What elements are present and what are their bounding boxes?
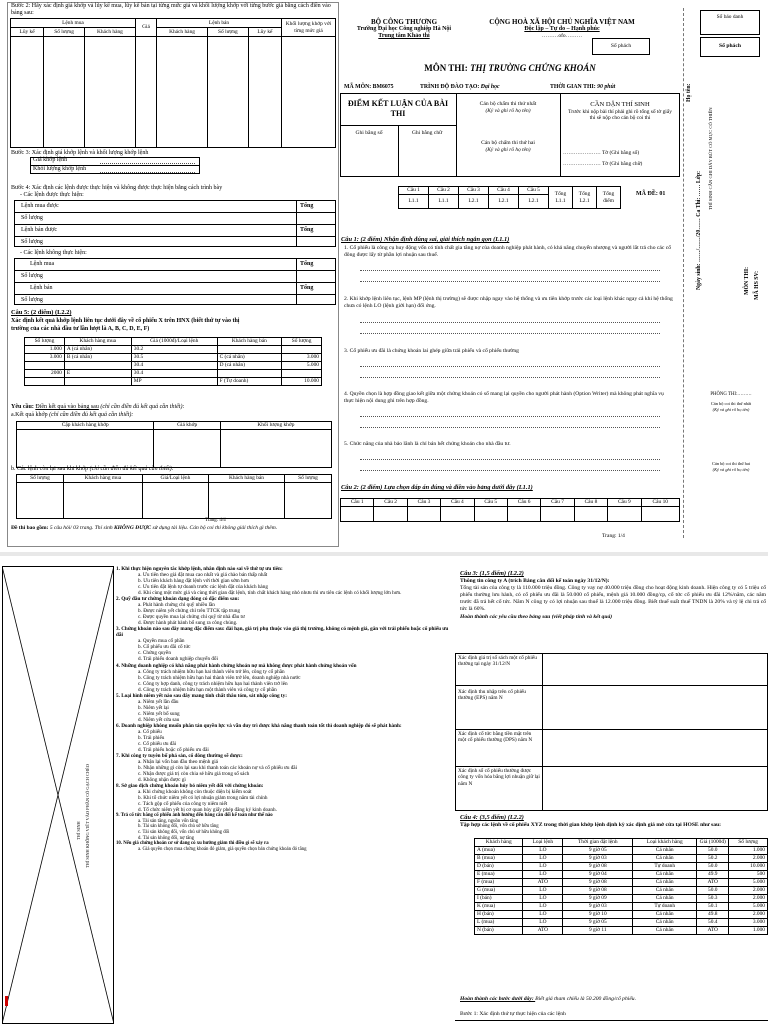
book-head-price: Giá	[135, 19, 156, 37]
book-sub-client-sell: Khách hàng	[157, 28, 208, 37]
candidate-name: Họ tên:	[686, 83, 692, 102]
proctor-1-note: (Ký và ghi rõ họ tên)	[712, 407, 750, 412]
no-write-notice-1: THÍ SINH	[76, 821, 81, 840]
notdone-title: - Các lệnh không thực hiện:	[20, 250, 87, 256]
q4-requirement: Hoàn thành các bước dưới đây: Biết giá tham chiếu là 50.200 đồng/cổ phiếu.	[460, 996, 636, 1002]
q1-answer-line[interactable]	[360, 281, 660, 282]
table-row: L (mua) LO 9 giờ 05 Cá nhân 50.4 3.000	[475, 919, 768, 927]
grader-2: Cán bộ chấm thi thứ hai	[481, 140, 535, 146]
q5-requirement: Yêu cầu: Điền kết quả vào bảng sau (chỉ cần điền đủ kết quả cần thiết):	[11, 404, 185, 410]
q1-answer-line[interactable]	[360, 270, 660, 271]
q1-item-4: 4. Quyền chọn là hợp đồng giao kết giữa một chứng khoán có số mang lại quyền cho người phát hành (Option Writer) mà không phát nghĩa vụ thực hiện nội dung ghi trên hợp đồng.	[344, 391, 664, 404]
cut-line	[683, 8, 684, 538]
match-price-label: Giá khớp lệnh	[33, 157, 68, 163]
proctor-2-note: (Ký và ghi rõ họ tên)	[712, 467, 750, 472]
q1-answer-line[interactable]	[360, 459, 660, 460]
result-head-pair: Cặp khách hàng khớp	[17, 422, 154, 430]
table-row: I (bán) LO 9 giờ 09 Cá nhân 50.3 2.000	[475, 895, 768, 903]
mc-question: 7. Khi công ty tuyên bố phá sản, cổ đông thường sẽ được: a. Nhận lại vốn ban đầu theo mệnh giá b. Nhận những gì còn lại sau khi thanh toán các khoản nợ và cổ phiếu ưu đãi c. Nhận được giá trị còn chia sẻ hữu giá trong số sách d. Không nhận được gì	[116, 752, 298, 784]
done-row-sell: Lệnh bán được	[21, 227, 58, 233]
university: Trường Đại học Công nghiệp Hà Nội	[356, 26, 452, 32]
q3-row-4: Xác định số cổ phiếu thường được công ty vốn hóa bằng lợi nhuận giữ lại năm N	[458, 768, 540, 787]
final-score-label: ĐIỂM KẾT LUẬN CỦA BÀI THI	[347, 99, 449, 118]
result-head-qty: Khối lượng khớp	[220, 422, 331, 430]
table-row: A (mua) LO 9 giờ 05 Cá nhân 50.0 1.000	[475, 847, 768, 855]
q1-item-3: 3. Cổ phiếu ưu đãi là chứng khoán lai ghép giữa trái phiếu và cổ phiếu thường	[344, 348, 519, 354]
exam-center: Trung tâm Khảo thí	[378, 33, 430, 39]
q1-answer-line[interactable]	[360, 333, 660, 334]
table-row: F (mua) ATO 9 giờ 08 Cá nhân ATO 5.000	[475, 879, 768, 887]
q3-section	[460, 570, 766, 621]
done-title: - Các lệnh được thực hiện:	[20, 192, 84, 198]
q5-remain-table	[16, 474, 332, 519]
step3-text: Bước 3: Xác định giá khớp lệnh và khối lượng khớp lệnh	[11, 150, 149, 156]
match-qty-label: Khối lượng khớp lệnh	[33, 166, 87, 172]
side-secret-label: Số phách	[719, 43, 741, 49]
q1-answer-line[interactable]	[360, 377, 660, 378]
candidate-id: MÃ HS SV:	[754, 270, 760, 300]
result-head-price: Giá khớp	[154, 422, 220, 430]
q5-text-1: Xác định kết quả khớp lệnh liên tục dưới đây về cổ phiếu X trên HNX (biết thứ tự vào thị	[11, 318, 240, 324]
table-row: MP F (Tự doanh) 10.000	[25, 378, 322, 386]
table-row: 2000 E 30.4	[25, 370, 322, 378]
q5-text-2: trường của các nhà đầu tư lần lượt là A, B, C, D, E, F)	[11, 326, 150, 332]
q4-order-table: Khách hàng Loại lệnh Thời gian đặt lệnh Loại khách hàng Giá (1000đ) Số lượng A (mua) LO 9 giờ 05 Cá nhân 50.0 1.000 B (mua) LO 9 giờ 03 Cá nhân 50.2 2.000 D (bán) LO 9 giờ 08 Tự doanh 50.0 10.000 E (mua) LO 9 giờ 04 Cá nhân 49.9 500 F (mua) ATO 9 giờ 08 Cá nhân ATO 5.000 G (mua) LO 9 giờ 08 Cá nhân 50.0 2.000 I (bán) LO 9 giờ 09 Cá nhân 50.3 2.000 K (mua) LO 9 giờ 03 Tự doanh 50.1 5.000 H (bán) LO 9 giờ 10 Cá nhân 49.8 2.000 L (mua) LO 9 giờ 05 Cá nhân 50.4 3.000 N (bán) ATO 9 giờ 11 Cá nhân ATO 1.000	[474, 838, 768, 935]
mc-question: 4. Những doanh nghiệp có khả năng phát hành chứng khoán nợ mà không được phát hành chứng khoán vốn a. Công ty trách nhiệm hữu hạn hai thành viên trở lên, công ty cổ phần b. Công ty trách nhiệm hữu hạn hai thành viên trở lên, doanh nghiệp nhà nước c. Công ty hợp danh, công ty trách nhiệm hữu hạn hai thành viên trở lên d. Công ty trách nhiệm hữu hạn một thành viên và công ty cổ phần	[116, 662, 357, 693]
remain-head: Số lượng	[285, 475, 332, 483]
q5-head: Khách hàng bán	[217, 338, 282, 346]
q1-title: Câu 1: (2 điểm) Nhận định đúng sai, giải thích ngắn gọn (L1.1)	[341, 236, 510, 243]
q1-answer-line[interactable]	[360, 427, 660, 428]
book-sub-qty-sell: Số lượng	[208, 28, 249, 37]
table-row: B (mua) LO 9 giờ 03 Cá nhân 50.2 2.000	[475, 855, 768, 863]
proctor-2: Cán bộ coi thi thứ hai	[711, 461, 751, 466]
table-row: 30.4 D (cá nhân) 5.000	[25, 362, 322, 370]
done-row-qty1: Số lượng	[21, 215, 43, 221]
table-row: G (mua) LO 9 giờ 08 Cá nhân 50.0 2.000	[475, 887, 768, 895]
q1-answer-line[interactable]	[360, 470, 660, 471]
q5-title: Câu 5: (2 điểm) (L2.2)	[11, 309, 72, 316]
mc-question: 5. Loại hình niêm yết nào sau đây mang tính chất thâu tóm, sát nhập công ty: a. Niêm yết lần đầu b. Niêm yết lại c. Niêm yết bổ sung d. Niêm yết cửa sau	[116, 692, 287, 723]
notdone-row-qty2: Số lượng	[21, 297, 43, 303]
score-grid: Câu 1 Câu 2 Câu 3 Câu 4 Câu 5 Tổng L1.1 Tổng L2.1 Tổng điểm L1.1 L1.1 L2.1 L2.1 L2.1	[398, 186, 621, 209]
sheets-digits: ………………… Tờ (Ghi bằng số)	[563, 150, 640, 156]
mc-question: 1. Khi thực hiện nguyên tắc khớp lệnh, nhân định nào sai về thứ tự ưu tiên: a. Ưu tiên theo giá đặt mua cao nhất và giá chào bán thấp nhất b. Ưu tiên khách hàng đặt lệnh với thời gian sớm hơn c. Ưu tiên đặt lệnh tự doanh trước các lệnh đặt của khách hàng d. Khi cùng một mức giá và cùng thời gian đặt lệnh, tính chất khách hàng nhỏ nhưu thì ưu tiên các lệnh có khối lượng lớn hơn.	[116, 566, 402, 597]
republic: CỘNG HOÀ XÃ HỘI CHỦ NGHĨA VIỆT NAM	[489, 18, 635, 26]
secret-number-label: Số phách	[610, 43, 632, 49]
candidate-notice-title: CẦN DẶN THÍ SINH	[590, 101, 650, 108]
q5-req-a: a.Kết quả khớp (chỉ cần điền đủ kết quả cần thiết):	[11, 412, 134, 418]
notdone-row-qty1: Số lượng	[21, 273, 43, 279]
q5-head: Số lượng	[25, 338, 65, 346]
mc-answer-column	[116, 566, 454, 852]
q1-item-1: 1. Cổ phiếu là công cụ huy động vốn có tính chất gia tăng nợ của doanh nghiệp phát hành, có khả năng chuyển nhượng và người lắt trả cho các cổ đông được lấy từ phần lợi nhuận sau thuế.	[344, 245, 672, 258]
right-page-number: Trang: 1/4	[602, 533, 625, 539]
q3-subtitle: Thông tin công ty A (trích Bảng cân đối kế toán ngày 31/12/N):	[460, 577, 610, 584]
q2-title: Câu 2: (2 điểm) Lựa chọn đáp án đúng và điền vào bảng dưới đây (L1.1)	[341, 484, 533, 491]
book-sub-cum-sell: Lũy kế	[248, 28, 281, 37]
remain-cell[interactable]	[17, 483, 64, 519]
book-cell[interactable]	[11, 37, 44, 148]
step2-text: Bước 2: Hãy xác định giá khớp và lũy kế mua, lũy kế bán tại từng mức giá và khối lượng khớp với từng bước giá bằng cách điền vào bảng sau:	[11, 3, 331, 17]
mc-question: 3. Chứng khoán nào sau đây mang đặc điểm sau: đài hạn, giá trị phụ thuộc vào giá thị trường, không có mệnh giá, gắn với trái phiếu hoặc cổ phiếu ưu đãi a. Quyền mua cổ phần b. Cổ phiếu ưu đãi cổ tức c. Chứng quyền d. Trái phiếu doanh nghiệp chuyển đổi	[116, 626, 449, 663]
q3-requirement: Hoàn thành các yêu cầu theo bảng sau (viết pháp tính và kết quả)	[460, 614, 613, 621]
q5-head: Giá (1000đ)/Loại lệnh	[131, 338, 217, 346]
remain-head: Khách hàng mua	[63, 475, 142, 483]
exam-duration: THỜI GIAN THI: 90 phút	[550, 84, 616, 90]
exam-footnote: Đề thi bao gồm: 5 câu hỏi/ 03 trang. Thí sinh KHÔNG ĐƯỢC sử dụng tài liệu. Cán bộ coi thi không giải thích gì thêm.	[11, 525, 278, 531]
proctor-1: Cán bộ coi thi thứ nhất	[710, 401, 752, 406]
book-sub-cum-buy: Lũy kế	[11, 28, 44, 37]
done-total-2: Tổng	[300, 227, 314, 233]
q4-step-1: Bước 1: Xác định thứ tự thực hiện của các lệnh	[460, 1011, 566, 1017]
candidate-subject: MÔN THI:	[744, 266, 750, 295]
done-row-buy: Lệnh mua được	[21, 203, 59, 209]
q3-row-3: Xác định cổ tức bằng tiền mặt trên một cổ phiếu thường (DPS) năm N	[458, 731, 533, 744]
q4-section	[460, 814, 766, 828]
table-row: H (bán) LO 9 giờ 10 Cá nhân 49.8 2.000	[475, 911, 768, 919]
mc-question: 6. Doanh nghiệp không muốn phân tán quyền lực và vẫn duy trì được khả năng thanh toán tốt thì doanh nghiệp đó sẽ phát hành: a. Cổ phiếu b. Trái phiếu c. Cổ phiếu ưu đãi d. Trái phiếu hoặc cổ phiếu ưu đãi	[116, 722, 402, 753]
candidate-notice: Trước khi nộp bài thí phải ghi rõ tổng số tờ giấy thi sẽ nộp cho cán bộ coi thi	[568, 109, 672, 122]
book-sub-qty-buy: Số lượng	[44, 28, 85, 37]
motto: Độc lập – Tự do – Hạnh phúc	[524, 26, 600, 32]
q5-result-table	[16, 421, 332, 468]
grader-2-note: (Ký và ghi rõ họ tên)	[485, 147, 531, 153]
subject-code: MÃ MÔN: BM6075	[344, 84, 394, 90]
sheets-words: ………………… Tờ (Ghi bằng chữ)	[563, 161, 643, 167]
q1-answer-line[interactable]	[360, 416, 660, 417]
book-head-buy: Lệnh mua	[11, 19, 136, 28]
q4-title: Câu 4: (3,5 điểm) (L2.2)	[460, 814, 524, 821]
score-in-digits: Ghi bằng số	[355, 130, 383, 136]
cross-hatch	[2, 566, 114, 1024]
q3-title: Câu 3: (1,5 điểm) (L2.2)	[460, 570, 524, 577]
q2-answer-row[interactable]	[341, 507, 680, 522]
q5-req-b: b. Các lệnh còn lại sau khi khớp (chỉ cần điền đủ kết quả cần thiết):	[11, 466, 174, 472]
q5-head: Khách hàng mua	[64, 338, 131, 346]
table-row: N (bán) ATO 9 giờ 11 Cá nhân ATO 1.000	[475, 927, 768, 935]
q1-item-5: 5. Chức năng của nhà bảo lãnh là chỉ bán hết chứng khoán cho nhà đầu tư.	[344, 441, 511, 447]
table-row: K (mua) LO 9 giờ 03 Tự doanh 50.1 5.000	[475, 903, 768, 911]
q1-item-2: 2. Khi khớp lệnh liên tục, lệnh MP (lệnh thị trường) sẽ được nhập ngay vào hệ thống và ưu tiên khớp trước các loại lệnh khác ngay cả khi hệ thống chưa có lệnh LO (lệnh giới hạn) đối ứng.	[344, 296, 673, 309]
grader-1-note: (Ký và ghi rõ họ tên)	[485, 108, 531, 114]
done-total-1: Tổng	[300, 203, 314, 209]
mc-question: 2. Quỹ đầu tư chứng khoán dạng đóng có đặc điểm sau: a. Phát hành chứng chỉ quỹ nhiều lần b. Được niêm yết chứng chỉ trên TTCK tập trung c. Được quyền mua lại chứng chỉ quỹ từ nhà đầu tư d. Được hành phát hành bổ sung ra công chúng.	[116, 596, 245, 627]
table-row: D (bán) LO 9 giờ 08 Tự doanh 50.0 10.000	[475, 863, 768, 871]
q2-answer-grid: Câu 1 Câu 2 Câu 3 Câu 4 Câu 5 Câu 6 Câu 7 Câu 8 Câu 9 Câu 10	[340, 498, 680, 522]
book-head-matched: Khối lượng khớp với từng mức giá	[282, 19, 336, 37]
candidate-birth: Ngày sinh: ……/……/20…… Ca Thi: …… Lớp:	[696, 170, 702, 290]
exam-title: MÔN THI: THỊ TRƯỜNG CHỨNG KHOÁN	[424, 63, 596, 73]
table-row: 1.000 A (cá nhân) 30.2	[25, 346, 322, 354]
mc-question: 8. Sở giao dịch chứng khoán hủy bỏ niêm yết đối với chứng khoán: a. Khi chứng khoán không còn thuộc diện bị kiểm soát b. Khi tổ chức niêm yết có lợi nhuận giảm trong năm tài chính c. Tách gộp cổ phiếu của công ty niêm niết d. Tổ chức niêm yết bị cơ quan hủy giấy phép đăng ký kinh doanh.	[116, 783, 277, 814]
book-sub-client-buy: Khách hàng	[84, 28, 135, 37]
q5-order-table	[24, 337, 322, 386]
table-row: E (mua) LO 9 giờ 04 Cá nhân 49.9 500	[475, 871, 768, 879]
ink-notice: THÍ SINH CÂN GHI DÁY BÚT CÓ MỰC CÓ THIÊN	[708, 107, 713, 210]
notdone-row-buy: Lệnh mua	[30, 261, 55, 267]
margin-marker	[5, 996, 8, 1006]
grader-1: Cán bộ chấm thi thứ nhất	[479, 101, 537, 107]
score-in-words: Ghi bằng chữ	[411, 130, 443, 136]
q3-text: Tổng tài sản của công ty là 110.000 triệu đồng. Công ty vay nợ 40.000 triệu đồng cho hoạt động kinh doanh. Hiện công ty có 5 triệu cổ phiếu thường lưu hành, có cổ phiếu ưu đãi là 50.000 cổ phiếu, mệnh giá 10.000 đồng/cp, cổ tức cổ phiếu ưu đãi 12%/năm, các năm trước đã trả hết cổ tức. Năm N công ty có lợi nhuận sau thuế là 12.000 triệu đồng. Biết thuế suất thuế TNDN là 20% và tỷ lệ chi trả cổ tức là 60%.	[460, 585, 766, 612]
no-write-notice-2: THÍ SINH KHÔNG VIẾT VÀO PHẦN CÓ GẠCH CHÉO	[85, 764, 90, 868]
q4-subtitle: Tập hợp các lệnh về cổ phiếu XYZ trong thời gian khớp lệnh định kỳ xác định giá mở cửa tại HOSE như sau:	[460, 821, 721, 828]
step4-text: Bước 4: Xác định các lệnh được thực hiện và không được thực hiện bằng cách trình bày	[11, 185, 223, 191]
order-book-table	[10, 18, 336, 148]
remain-head: Số lượng	[17, 475, 64, 483]
match-qty-blank[interactable]	[100, 172, 195, 173]
mc-question: 9. Trả cổ tức bằng cổ phiếu ảnh hưởng đến bảng cân đối kế toán như thế nào a. Tài sản tăng, nguồn vốn tăng b. Tài sản không đổi, vốn chủ sở hữu tăng c. Tài sản không đổi, vốn chủ sở hữu không đổi d. Tài sản không đổi, nợ tăng	[116, 813, 273, 841]
exam-code: MÃ ĐỀ: 01	[636, 191, 666, 197]
match-price-blank[interactable]	[100, 163, 195, 164]
training-level: TRÌNH ĐỘ ĐÀO TẠO: Đại học	[420, 84, 500, 90]
book-head-sell: Lệnh bán	[157, 19, 282, 28]
q3-answer-cell[interactable]	[543, 654, 767, 810]
exam-room: PHÒNG THI:………	[710, 392, 752, 397]
mc-question: 10. Nếu giá chứng khoán cơ sở đang có xu hướng giảm thì điều gì sẽ xảy ra a. Giá quyền chọn mua chứng khoán đó giảm, giá quyền chọn bán chứng khoán đó tăng	[116, 841, 307, 852]
remain-head: Khách hàng bán	[208, 475, 284, 483]
q1-answer-line[interactable]	[360, 366, 660, 367]
result-cell[interactable]	[17, 430, 154, 468]
notdone-total-2: Tổng	[300, 285, 314, 291]
remain-head: Giá/Loại lệnh	[142, 475, 208, 483]
candidate-number-label: Số báo danh	[716, 14, 744, 20]
done-row-qty2: Số lượng	[21, 239, 43, 245]
left-page-number: Trang: 4/4	[205, 518, 226, 523]
ministry: BỘ CÔNG THƯƠNG	[370, 18, 438, 26]
q1-answer-line[interactable]	[360, 322, 660, 323]
q5-head: Số lượng	[282, 338, 322, 346]
date-line: ………ofo………	[541, 33, 583, 39]
table-row: 3.000 B (cá nhân) 30.5 C (cá nhân) 3.000	[25, 354, 322, 362]
notdone-row-sell: Lệnh bán	[30, 285, 53, 291]
q3-row-1: Xác định giá trị số sách một cổ phiếu thường tại ngày 31/12/N	[458, 655, 537, 668]
q3-row-2: Xác định thu nhập trên cổ phiếu thường (EPS) năm N	[458, 689, 526, 702]
sheet-divider	[0, 552, 768, 556]
notdone-total-1: Tổng	[300, 261, 314, 267]
